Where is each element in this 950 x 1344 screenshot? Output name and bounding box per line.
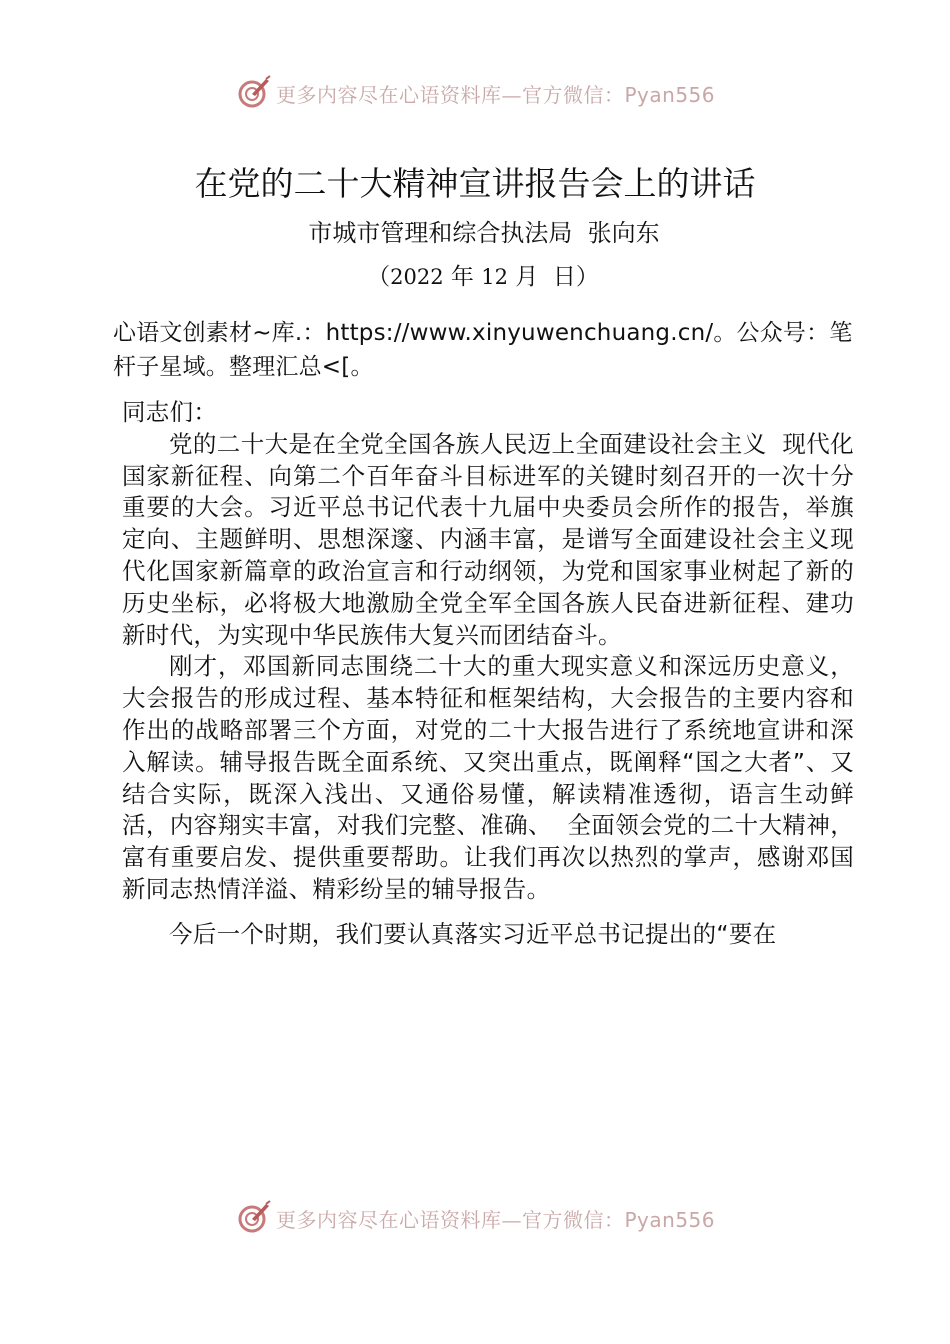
watermark-header — [236, 73, 756, 113]
speech-body — [122, 397, 854, 951]
salutation: 同志们： — [122, 398, 218, 426]
quill-logo-icon — [236, 1200, 272, 1236]
watermark-account: Pyan556 — [624, 82, 716, 107]
author-line: 市城市管理和综合执法局 张向东 — [308, 219, 660, 247]
paragraph: 党的二十大是在全党全国各族人民迈上全面建设社会主义 现代化国家新征程、向第二个百年奋斗目标进军的关键时刻召开的一次十分重要的大会。习近平总书记代表十九届中央委员会所作的报告，举旗定向、主题鲜明、思想深邃、内涵丰富，是谱写全面建设社会主义现代化国家新篇章的政治宣言和行动纲领，为党和国家事业树起了新的历史坐标，必将极大地激励全党全军全国各族人民奋进新征程、建功新时代，为实现中华民族伟大复兴而团结奋斗。 — [122, 429, 854, 649]
watermark-text: 更多内容尽在心语资料库—官方微信：Pyan556 — [276, 82, 716, 107]
date-month: 12 — [481, 265, 508, 289]
watermark-text: 更多内容尽在心语资料库—官方微信：Pyan556 — [276, 1207, 716, 1232]
source-note: 心语文创素材~库.：https://www.xinyuwenchuang.cn/。公众号：笔杆子星域。整理汇总<[。 — [113, 320, 853, 380]
watermark-account: Pyan556 — [624, 1207, 716, 1232]
document-title: 在党的二十大精神宣讲报告会上的讲话 — [194, 164, 756, 203]
date-line: （2022 年 12 月 日） — [367, 264, 599, 290]
watermark-footer — [236, 1198, 756, 1238]
date-year: 2022 — [390, 265, 444, 289]
quill-logo-icon — [236, 75, 272, 111]
paragraph: 今后一个时期，我们要认真落实习近平总书记提出的“要在 — [169, 919, 777, 948]
paragraph: 刚才，邓国新同志围绕二十大的重大现实意义和深远历史意义，大会报告的形成过程、基本特征和框架结构，大会报告的主要内容和作出的战略部署三个方面，对党的二十大报告进行了系统地宣讲和深入解读。辅导报告既全面系统、又突出重点，既阐释“国之大者”、又结合实际，既深入浅出、又通俗易懂，解读精准透彻，语言生动鲜活，内容翔实丰富，对我们完整、准确、 全面领会党的二十大精神，富有重要启发、提供重要帮助。让我们再次以热烈的掌声，感谢邓国新同志热情洋溢、精彩纷呈的辅导报告。 — [122, 652, 854, 903]
